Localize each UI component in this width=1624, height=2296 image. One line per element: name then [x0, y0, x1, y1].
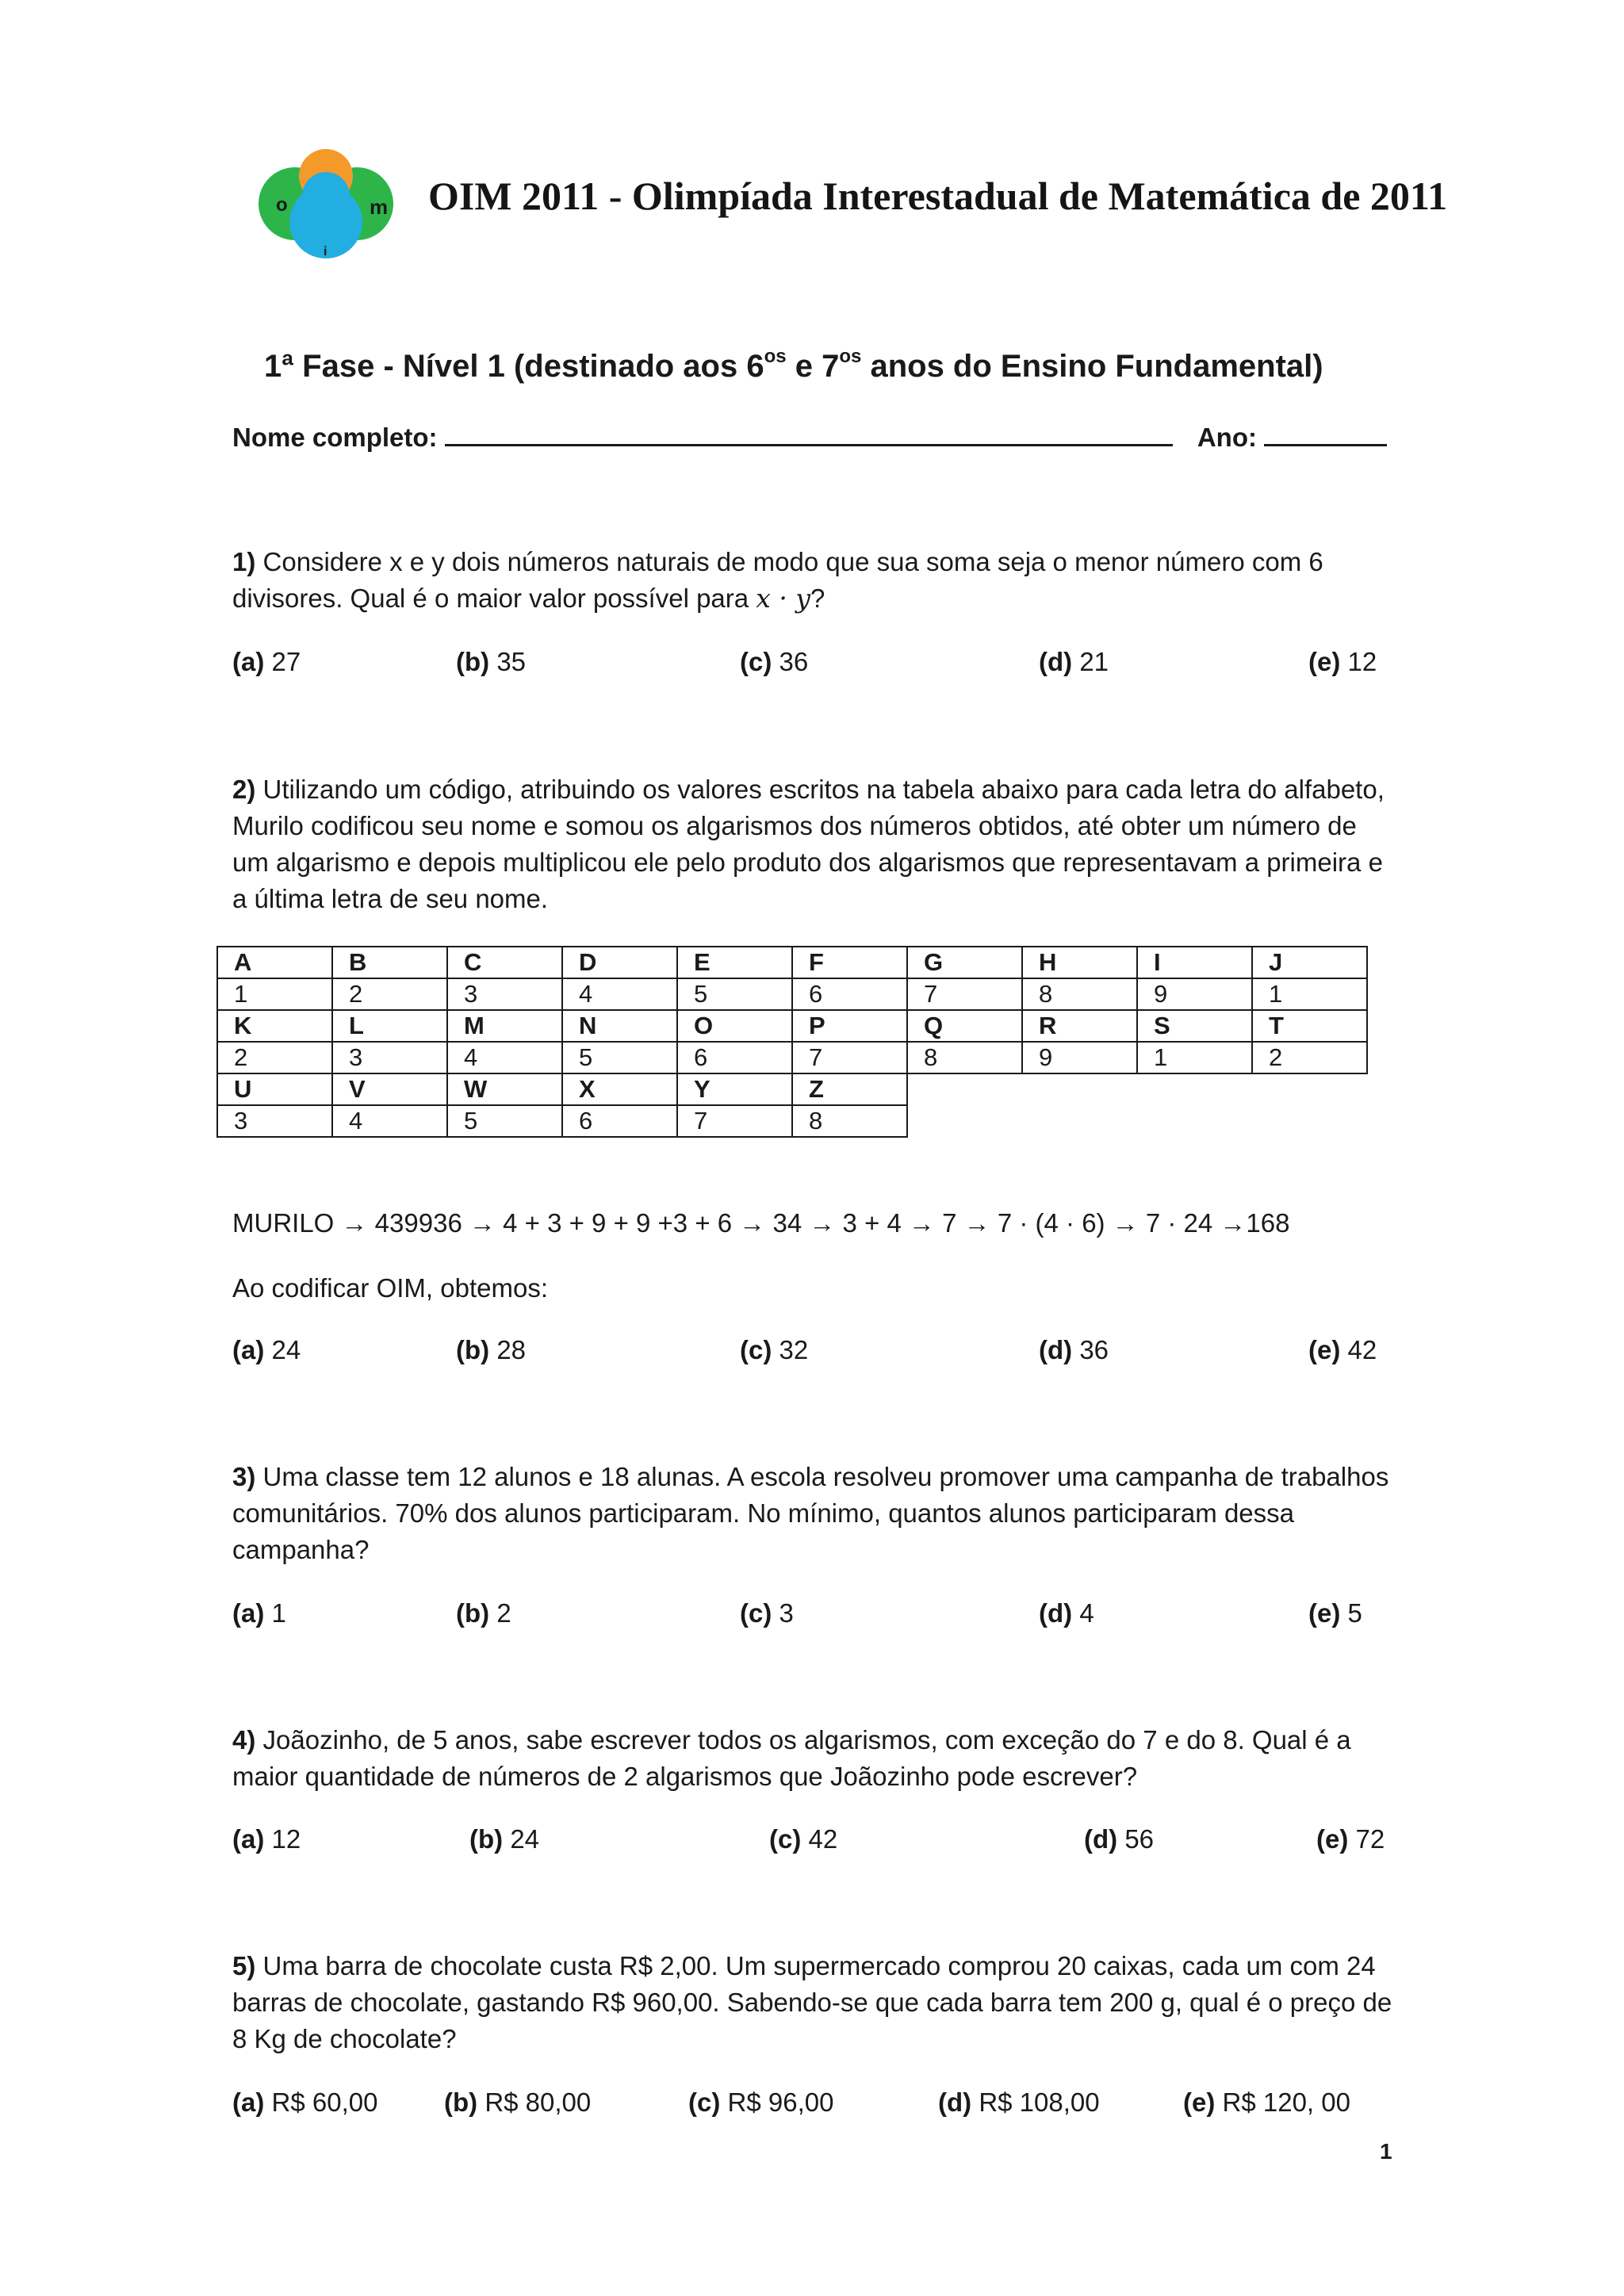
- question-number: 2): [232, 775, 256, 804]
- table-cell-empty: [1137, 1073, 1252, 1105]
- option-value: 1: [271, 1598, 286, 1628]
- option-value: R$ 108,00: [979, 2087, 1100, 2117]
- option-label: (c): [769, 1824, 802, 1854]
- year-field[interactable]: [1264, 420, 1387, 446]
- table-cell: 1: [217, 978, 332, 1010]
- option-d[interactable]: [1039, 1335, 1109, 1365]
- option-e[interactable]: [1308, 647, 1377, 677]
- table-cell: H: [1022, 947, 1137, 978]
- option-label: (c): [740, 1598, 772, 1628]
- table-cell-empty: [1022, 1105, 1137, 1137]
- option-label: (d): [1039, 647, 1073, 676]
- option-value: 24: [510, 1824, 540, 1854]
- option-c[interactable]: [688, 2087, 833, 2118]
- table-cell: O: [677, 1010, 792, 1042]
- logo-letter-m: m: [370, 195, 389, 219]
- table-cell: K: [217, 1010, 332, 1042]
- option-value: 21: [1079, 647, 1109, 676]
- option-d[interactable]: [1084, 1824, 1154, 1854]
- table-cell: P: [792, 1010, 907, 1042]
- question-text: Joãozinho, de 5 anos, sabe escrever todos os algarismos, com exceção do 7 e do 8. Qual é a maior quantidade de números de 2 algarismos que Joãozinho pode escrever?: [232, 1725, 1351, 1791]
- table-cell: 7: [792, 1042, 907, 1073]
- option-d[interactable]: [938, 2087, 1100, 2118]
- option-value: 42: [1347, 1335, 1377, 1364]
- option-value: 35: [496, 647, 527, 676]
- option-label: (b): [456, 1598, 490, 1628]
- option-label: (a): [232, 1335, 265, 1364]
- option-value: 42: [808, 1824, 838, 1854]
- option-value: R$ 96,00: [727, 2087, 834, 2117]
- table-cell: D: [562, 947, 677, 978]
- table-cell: Z: [792, 1073, 907, 1105]
- option-b[interactable]: [456, 1598, 511, 1628]
- option-value: 36: [1079, 1335, 1109, 1364]
- option-label: (d): [1039, 1598, 1073, 1628]
- table-cell: V: [332, 1073, 447, 1105]
- option-label: (e): [1308, 1598, 1341, 1628]
- table-cell: 1: [1137, 1042, 1252, 1073]
- table-cell-empty: [907, 1105, 1022, 1137]
- question-5: [232, 1948, 1398, 2057]
- table-cell: G: [907, 947, 1022, 978]
- table-cell: X: [562, 1073, 677, 1105]
- table-cell: 2: [1252, 1042, 1367, 1073]
- option-a[interactable]: [232, 1335, 301, 1365]
- option-value: 12: [271, 1824, 301, 1854]
- table-cell: 8: [907, 1042, 1022, 1073]
- table-cell: 7: [907, 978, 1022, 1010]
- option-value: R$ 120, 00: [1222, 2087, 1350, 2117]
- question-text: Utilizando um código, atribuindo os valores escritos na tabela abaixo para cada letra do alfabeto, Murilo codificou seu nome e somou os algarismos dos números obtidos, até obter um número de um algarismo e depois multiplicou ele pelo produto dos algarismos que representavam a primeira e a última letra de seu nome.: [232, 775, 1385, 913]
- option-value: 27: [271, 647, 301, 676]
- table-cell: 3: [332, 1042, 447, 1073]
- page-number: 1: [1380, 2139, 1392, 2164]
- table-cell: L: [332, 1010, 447, 1042]
- name-row: [232, 420, 1390, 453]
- table-cell: Q: [907, 1010, 1022, 1042]
- table-cell: 8: [1022, 978, 1137, 1010]
- table-row: [217, 947, 1367, 978]
- phase-sup-1: os: [764, 346, 787, 367]
- table-cell: Y: [677, 1073, 792, 1105]
- question-number: 4): [232, 1725, 256, 1755]
- name-field[interactable]: [445, 420, 1173, 446]
- question-text: Considere x e y dois números naturais de modo que sua soma seja o menor número com 6 divisores. Qual é o maior valor possível para: [232, 547, 1323, 613]
- option-label: (a): [232, 1598, 265, 1628]
- table-cell: I: [1137, 947, 1252, 978]
- table-cell: E: [677, 947, 792, 978]
- table-cell: C: [447, 947, 562, 978]
- option-value: 4: [1079, 1598, 1094, 1628]
- option-label: (b): [444, 2087, 478, 2117]
- option-a[interactable]: [232, 1824, 301, 1854]
- option-value: 12: [1347, 647, 1377, 676]
- option-label: (c): [740, 1335, 772, 1364]
- table-cell: 9: [1022, 1042, 1137, 1073]
- table-cell-empty: [1252, 1105, 1367, 1137]
- table-cell: A: [217, 947, 332, 978]
- table-row: [217, 1105, 1367, 1137]
- option-value: 5: [1347, 1598, 1362, 1628]
- year-label: Ano:: [1197, 423, 1257, 452]
- table-cell: F: [792, 947, 907, 978]
- table-cell: 2: [217, 1042, 332, 1073]
- table-cell: 6: [792, 978, 907, 1010]
- table-cell: 6: [677, 1042, 792, 1073]
- question-number: 5): [232, 1951, 256, 1980]
- option-e[interactable]: [1308, 1335, 1377, 1365]
- phase-title-part-a: 1ª Fase - Nível 1 (destinado aos 6: [264, 349, 764, 384]
- table-cell-empty: [1252, 1073, 1367, 1105]
- option-label: (a): [232, 2087, 265, 2117]
- option-c[interactable]: [740, 1598, 794, 1628]
- phase-title-part-c: anos do Ensino Fundamental): [861, 349, 1323, 384]
- question-prompt: Ao codificar OIM, obtemos:: [232, 1273, 548, 1303]
- table-cell: R: [1022, 1010, 1137, 1042]
- table-cell: W: [447, 1073, 562, 1105]
- option-label: (d): [938, 2087, 972, 2117]
- option-label: (c): [740, 647, 772, 676]
- option-label: (b): [469, 1824, 504, 1854]
- question-number: 3): [232, 1462, 256, 1491]
- table-cell: 4: [562, 978, 677, 1010]
- table-cell: B: [332, 947, 447, 978]
- table-cell: 9: [1137, 978, 1252, 1010]
- name-label: Nome completo:: [232, 423, 438, 452]
- table-cell: 6: [562, 1105, 677, 1137]
- question-text: Uma classe tem 12 alunos e 18 alunas. A escola resolveu promover uma campanha de trabalhos comunitários. 70% dos alunos participaram. No mínimo, quantos alunos participaram dessa campanha?: [232, 1462, 1389, 1564]
- table-cell-empty: [1137, 1105, 1252, 1137]
- option-value: 36: [779, 647, 809, 676]
- table-cell: J: [1252, 947, 1367, 978]
- table-cell-empty: [1022, 1073, 1137, 1105]
- question-4: [232, 1722, 1398, 1795]
- option-label: (b): [456, 1335, 490, 1364]
- table-cell: M: [447, 1010, 562, 1042]
- table-cell: 1: [1252, 978, 1367, 1010]
- option-value: 32: [779, 1335, 809, 1364]
- table-cell: 3: [217, 1105, 332, 1137]
- table-cell: 5: [447, 1105, 562, 1137]
- option-label: (e): [1308, 1335, 1341, 1364]
- option-c[interactable]: [769, 1824, 837, 1854]
- oim-logo: [252, 144, 398, 260]
- phase-title-part-b: e 7: [786, 349, 840, 384]
- option-value: 3: [779, 1598, 794, 1628]
- table-cell: 2: [332, 978, 447, 1010]
- table-row: [217, 1073, 1367, 1105]
- option-value: R$ 80,00: [485, 2087, 592, 2117]
- table-cell: 7: [677, 1105, 792, 1137]
- table-cell: N: [562, 1010, 677, 1042]
- option-e[interactable]: [1183, 2087, 1350, 2118]
- option-label: (e): [1183, 2087, 1216, 2117]
- table-cell: 5: [562, 1042, 677, 1073]
- option-d[interactable]: [1039, 647, 1109, 677]
- table-cell: U: [217, 1073, 332, 1105]
- option-label: (a): [232, 647, 265, 676]
- option-b[interactable]: [456, 647, 526, 677]
- option-value: 28: [496, 1335, 527, 1364]
- option-value: 24: [271, 1335, 301, 1364]
- table-row: [217, 978, 1367, 1010]
- question-1: [232, 544, 1398, 617]
- option-value: 56: [1124, 1824, 1155, 1854]
- option-b[interactable]: [469, 1824, 539, 1854]
- table-cell: T: [1252, 1010, 1367, 1042]
- option-label: (d): [1084, 1824, 1118, 1854]
- table-cell: 8: [792, 1105, 907, 1137]
- option-e[interactable]: [1308, 1598, 1362, 1628]
- table-cell: S: [1137, 1010, 1252, 1042]
- question-text-end: ?: [810, 584, 825, 613]
- code-table: [216, 946, 1368, 1138]
- logo-letter-i: i: [324, 245, 327, 258]
- table-cell: 4: [332, 1105, 447, 1137]
- phase-title: [264, 346, 1323, 385]
- header-title: OIM 2011 - Olimpíada Interestadual de Matemática de 2011: [428, 174, 1448, 218]
- option-value: R$ 60,00: [271, 2087, 378, 2117]
- option-label: (d): [1039, 1335, 1073, 1364]
- table-cell: 3: [447, 978, 562, 1010]
- option-b[interactable]: [456, 1335, 526, 1365]
- option-e[interactable]: [1316, 1824, 1385, 1854]
- option-label: (c): [688, 2087, 721, 2117]
- option-d[interactable]: [1039, 1598, 1094, 1628]
- option-c[interactable]: [740, 1335, 808, 1365]
- murilo-example: MURILO → 439936 → 4 + 3 + 9 + 9 +3 + 6 → 34 → 3 + 4 → 7 → 7 · (4 · 6) → 7 · 24 →168: [232, 1208, 1290, 1238]
- option-value: 72: [1355, 1824, 1385, 1854]
- question-math: x · y: [756, 583, 811, 614]
- table-cell: 4: [447, 1042, 562, 1073]
- option-a[interactable]: [232, 647, 301, 677]
- option-b[interactable]: [444, 2087, 591, 2118]
- option-label: (e): [1308, 647, 1341, 676]
- logo-letter-o: o: [276, 194, 288, 216]
- table-cell: 5: [677, 978, 792, 1010]
- option-label: (a): [232, 1824, 265, 1854]
- option-label: (e): [1316, 1824, 1349, 1854]
- option-a[interactable]: [232, 2087, 377, 2118]
- question-2: [232, 771, 1398, 917]
- option-value: 2: [496, 1598, 511, 1628]
- option-a[interactable]: [232, 1598, 286, 1628]
- table-cell-empty: [907, 1073, 1022, 1105]
- option-label: (b): [456, 647, 490, 676]
- table-row: [217, 1010, 1367, 1042]
- question-3: [232, 1459, 1398, 1568]
- question-text: Uma barra de chocolate custa R$ 2,00. Um supermercado comprou 20 caixas, cada um com 24 barras de chocolate, gastando R$ 960,00. Sabendo-se que cada barra tem 200 g, qual é o preço de 8 Kg de chocolate?: [232, 1951, 1392, 2053]
- option-c[interactable]: [740, 647, 808, 677]
- table-row: [217, 1042, 1367, 1073]
- question-number: 1): [232, 547, 256, 576]
- phase-sup-2: os: [839, 346, 862, 367]
